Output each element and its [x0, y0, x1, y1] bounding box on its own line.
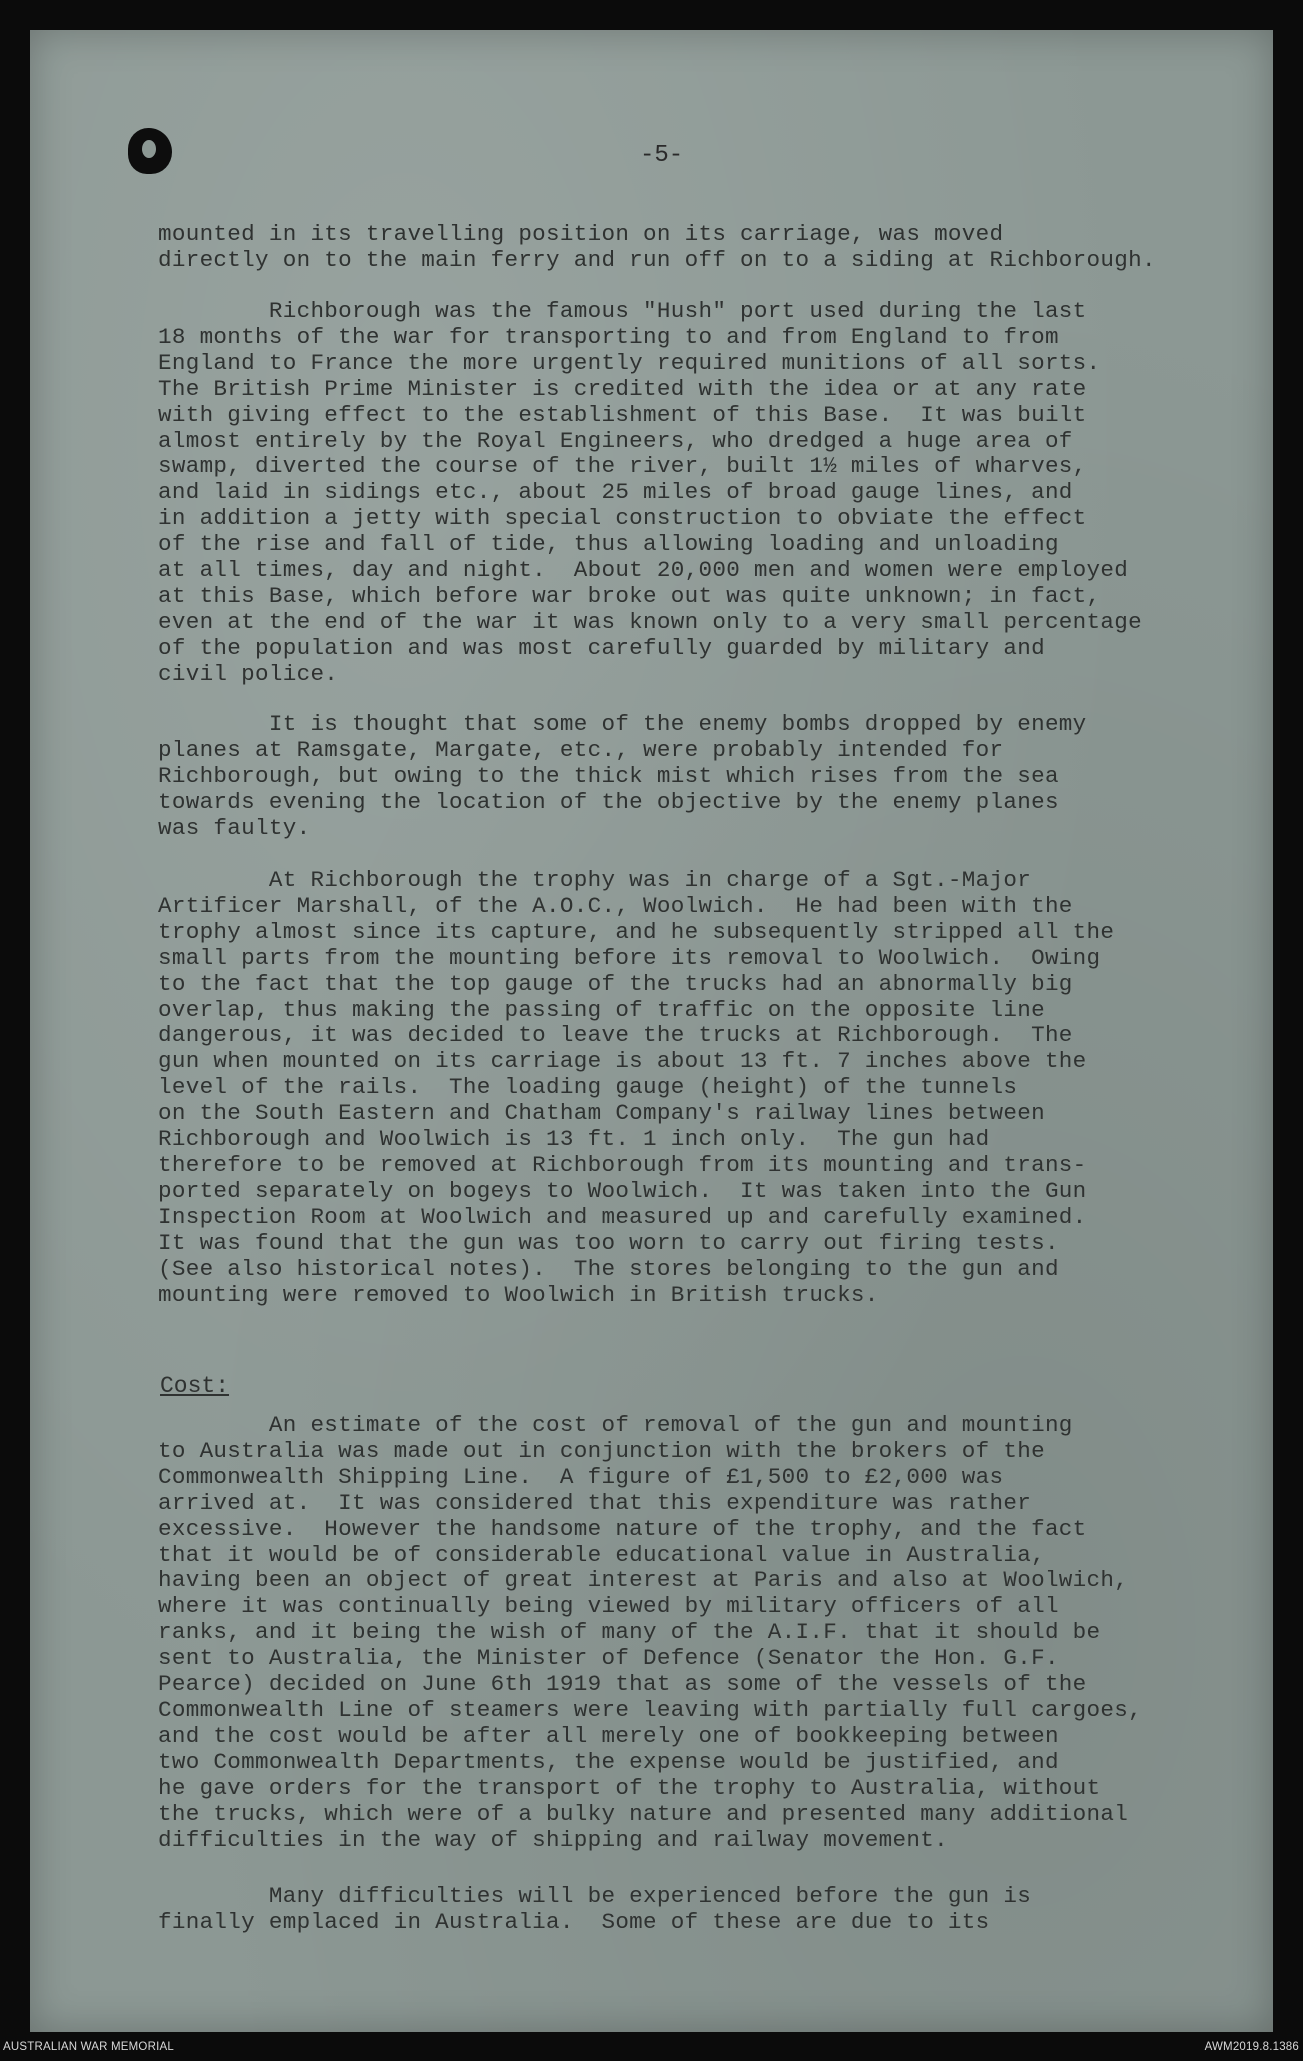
paragraph-emplacement-difficulties: Many difficulties will be experienced before the gun is finally emplaced in Australia. Some of these are due to its	[158, 1883, 1032, 1935]
paragraph-cost-estimate: An estimate of the cost of removal of the gun and mounting to Australia was made out in conjunction with the brokers of the Commonwealth Shipping Line. A figure of £1,500 to £2,000 was arrived at. It was considered that this expenditure was rather excessive. However the handsome nature of the trophy, and the fact that it would be of considerable educational value in Australia, having been an object of great interest at Paris and also at Woolwich, where it was continually being viewed by military officers of all ranks, and it being the wish of many of the A.I.F. that it should be sent to Australia, the Minister of Defence (Senator the Hon. G.F. Pearce) decided on June 6th 1919 that as some of the vessels of the Commonwealth Line of steamers were leaving with partially full cargoes, and the cost would be after all merely one of bookkeeping between two Commonwealth Departments, the expense would be justified, and he gave orders for the transport of the trophy to Australia, without the trucks, which were of a bulky nature and presented many additional difficulties in the way of shipping and railway movement.	[158, 1412, 1142, 1853]
punch-hole	[128, 128, 172, 174]
paragraph-transport-ferry: mounted in its travelling position on its carriage, was moved directly on to the main ferry and run off on to a siding at Richborough.	[158, 221, 1156, 273]
paragraph-trophy-removal: At Richborough the trophy was in charge of a Sgt.-Major Artificer Marshall, of the A.O.C., Woolwich. He had been with the trophy almost since its capture, and he subsequently stripped all the small parts from the mounting before its removal to Woolwich. Owing to the fact that the top gauge of the trucks had an abnormally big overlap, thus making the passing of traffic on the opposite line dangerous, it was decided to leave the trucks at Richborough. The gun when mounted on its carriage is about 13 ft. 7 inches above the level of the rails. The loading gauge (height) of the tunnels on the South Eastern and Chatham Company's railway lines between Richborough and Woolwich is 13 ft. 1 inch only. The gun had therefore to be removed at Richborough from its mounting and trans- ported separately on bogeys to Woolwich. It was taken into the Gun Inspection Room at Woolwich and measured up and carefully examined. It was found that the gun was too worn to carry out firing tests. (See also historical notes). The stores belonging to the gun and mounting were removed to Woolwich in British trucks.	[158, 867, 1115, 1308]
paragraph-richborough-port: Richborough was the famous "Hush" port used during the last 18 months of the war for transporting to and from England to from England to France the more urgently required munitions of all sorts. The British Prime Minister is credited with the idea or at any rate with giving effect to the establishment of this Base. It was built almost entirely by the Royal Engineers, who dredged a huge area of swamp, diverted the course of the river, built 1½ miles of wharves, and laid in sidings etc., about 25 miles of broad gauge lines, and in addition a jetty with special construction to obviate the effect of the rise and fall of tide, thus allowing loading and unloading at all times, day and night. About 20,000 men and women were employed at this Base, which before war broke out was quite unknown; in fact, even at the end of the war it was known only to a very small percentage of the population and was most carefully guarded by military and civil police.	[158, 298, 1142, 687]
section-heading-cost: Cost:	[160, 1373, 230, 1399]
paragraph-enemy-bombs: It is thought that some of the enemy bombs dropped by enemy planes at Ramsgate, Margate, etc., were probably intended for Richborough, but owing to the thick mist which rises from the sea towards evening the location of the objective by the enemy planes was faulty.	[158, 711, 1087, 841]
footer-catalogue-id: AWM2019.8.1386	[1204, 2041, 1299, 2053]
page-number: -5-	[640, 142, 684, 169]
footer-institution: AUSTRALIAN WAR MEMORIAL	[3, 2041, 174, 2053]
